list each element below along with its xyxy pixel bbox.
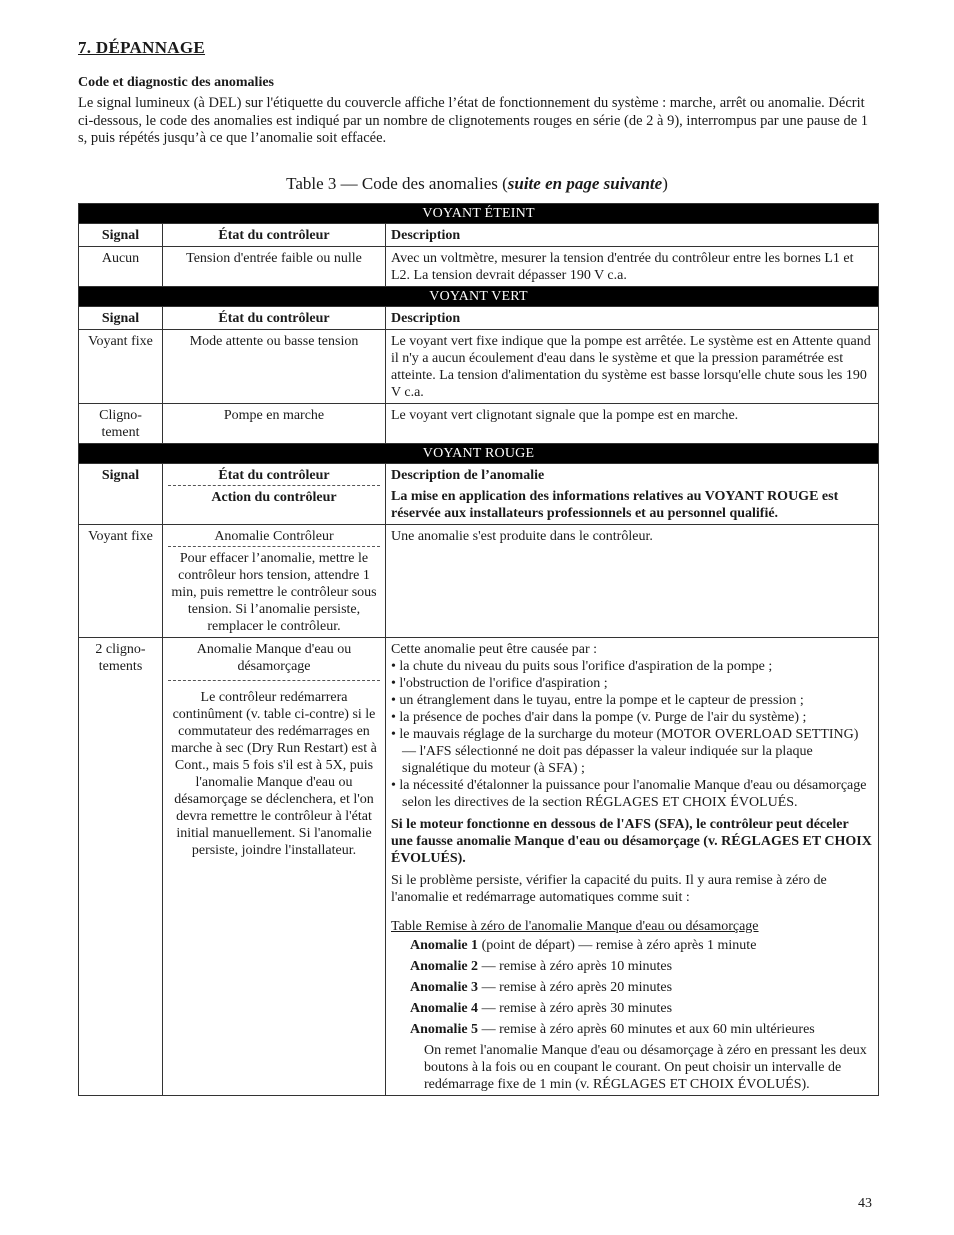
band-row-off [79,204,879,224]
band-row-green [79,287,879,307]
causes-intro: Cette anomalie peut être causée par : [391,642,598,657]
cell-description [386,638,879,1096]
band-row-red [79,444,879,464]
intro-paragraph: Le signal lumineux (à DEL) sur l'étiquette du couvercle affiche l’état de fonctionnement du système : marche, arrêt ou anomalie. Décrit ci-dessous, le code des anomalies est indiqué par un nombre de clignotements rouges en série (de 2 à 9), interrompus par une pause de 1 s, puis répétés jusqu’à ce que l’anomalie soit effacée. [78,95,869,146]
list-item: • la nécessité d'étalonner la puissance pour l'anomalie Manque d'eau ou désamorçage selon les directives de la section RÉGLAGES ET CHOIX ÉVOLUÉS. [391,778,867,810]
cell-state: Anomalie Manque d'eau ou désamorçage [196,642,352,674]
cell-state: Anomalie Contrôleur [214,529,334,544]
cell-description: Le voyant vert fixe indique que la pompe est arrêtée. Le système est en Attente quand il n'y a aucun écoulement d'eau dans le système et que la pression paramétrée est atteinte. La tension d'alimentation du système est basse lorsqu'elle chute sous les 190 V c.a. [386,330,879,404]
list-item: • l'obstruction de l'orifice d'aspiration ; [391,676,608,691]
col-header-state: État du contrôleur [218,468,330,483]
cell-state: Mode attente ou basse tension [163,330,386,404]
red-warning-note: La mise en application des informations relatives au VOYANT ROUGE est réservée aux installateurs professionnels et au personnel qualifié. [391,489,839,521]
col-header-signal: Signal [79,307,163,330]
reset-note: On remet l'anomalie Manque d'eau ou désamorçage à zéro en pressant les deux boutons à la fois ou en coupant le courant. On peut choisir un intervalle de redémarrage fixe de 1 min (v. RÉGLAGES ET CHOIX ÉVOLUÉS). [424,1043,867,1092]
col-header-signal: Signal [79,464,163,525]
list-item: • un étranglement dans le tuyau, entre la pompe et le capteur de pression ; [391,693,804,708]
reset-row: Anomalie 1 (point de départ) — remise à zéro après 1 minute [410,938,757,953]
cell-action: Pour effacer l’anomalie, mettre le contrôleur hors tension, attendre 1 min, puis remettre le contrôleur sous tension. Si l’anomalie persiste, remplacer le contrôleur. [171,551,377,634]
table-caption: Table 3 — Code des anomalies (suite en page suivante) [286,174,668,193]
band-led-off: VOYANT ÉTEINT [79,204,879,224]
reset-row: Anomalie 5 — remise à zéro après 60 minutes et aux 60 min ultérieures [410,1022,815,1037]
subheading: Code et diagnostic des anomalies [78,75,274,90]
cell-signal: Voyant fixe [79,330,163,404]
list-item: • la chute du niveau du puits sous l'orifice d'aspiration de la pompe ; [391,659,773,674]
cell-action: Le contrôleur redémarrera continûment (v. table ci-contre) si le commutateur des redémarrages en marche à sec (Dry Run Restart) est à Cont., mais 5 fois s'il est à 5X, puis l'anomalie Manque d'eau ou désamorçage se déclenchera, et l'on devra remettre le contrôleur à l'état initial manuellement. Si l'anomalie persiste, joindre l'installateur. [171,690,377,858]
list-item: • la présence de poches d'air dans la pompe (v. Purge de l'air du système) ; [391,710,807,725]
table-row [79,330,879,404]
cell-signal: 2 cligno-tements [79,638,163,1096]
causes-list [391,658,873,811]
cell-state: Pompe en marche [163,404,386,444]
signal-blinking: Cligno-tement [99,408,142,440]
cell-signal [79,404,163,444]
cell-state-action [163,638,386,1096]
band-led-green: VOYANT VERT [79,287,879,307]
cell-description: Avec un voltmètre, mesurer la tension d'entrée du contrôleur entre les bornes L1 et L2. La tension devrait dépasser 190 V c.a. [386,247,879,287]
col-header-description: Description [386,224,879,247]
band-led-red: VOYANT ROUGE [79,444,879,464]
header-row [79,224,879,247]
col-header-fault-description: Description de l’anomalie [391,468,545,483]
cell-description: Le voyant vert clignotant signale que la pompe est en marche. [386,404,879,444]
cell-state-action [163,525,386,638]
table-row [79,525,879,638]
fault-code-table [78,203,879,1096]
header-row [79,464,879,525]
list-item: • le mauvais réglage de la surcharge du moteur (MOTOR OVERLOAD SETTING) — l'AFS sélectionné ne doit pas dépasser la valeur indiquée sur la plaque signalétique du moteur (à SFA) ; [391,727,859,776]
cell-state: Tension d'entrée faible ou nulle [163,247,386,287]
col-header-description: Description [386,307,879,330]
col-header-state: État du contrôleur [163,307,386,330]
col-header-signal: Signal [79,224,163,247]
header-row [79,307,879,330]
reset-row: Anomalie 2 — remise à zéro après 10 minutes [410,959,673,974]
col-header-state-action [163,464,386,525]
table-row [79,247,879,287]
col-header-description [386,464,879,525]
bold-note: Si le moteur fonctionne en dessous de l'AFS (SFA), le contrôleur peut déceler une fausse anomalie Manque d'eau ou désamorçage (v. RÉGLAGES ET CHOIX ÉVOLUÉS). [391,817,872,866]
persist-note: Si le problème persiste, vérifier la capacité du puits. Il y aura remise à zéro de l'anomalie et redémarrage automatiques comme suit : [391,873,827,905]
divider [168,485,380,486]
table-row [79,404,879,444]
page-number: 43 [858,1196,872,1211]
reset-row: Anomalie 3 — remise à zéro après 20 minutes [410,980,673,995]
divider [168,680,380,681]
divider [168,546,380,547]
table-row [79,638,879,1096]
reset-row: Anomalie 4 — remise à zéro après 30 minutes [410,1001,673,1016]
cell-description: Une anomalie s'est produite dans le contrôleur. [386,525,879,638]
cell-signal: Aucun [79,247,163,287]
reset-table-title: Table Remise à zéro de l'anomalie Manque d'eau ou désamorçage [391,919,759,934]
section-title: 7. DÉPANNAGE [78,38,206,57]
cell-signal: Voyant fixe [79,525,163,638]
col-header-action: Action du contrôleur [211,490,337,505]
col-header-state: État du contrôleur [163,224,386,247]
